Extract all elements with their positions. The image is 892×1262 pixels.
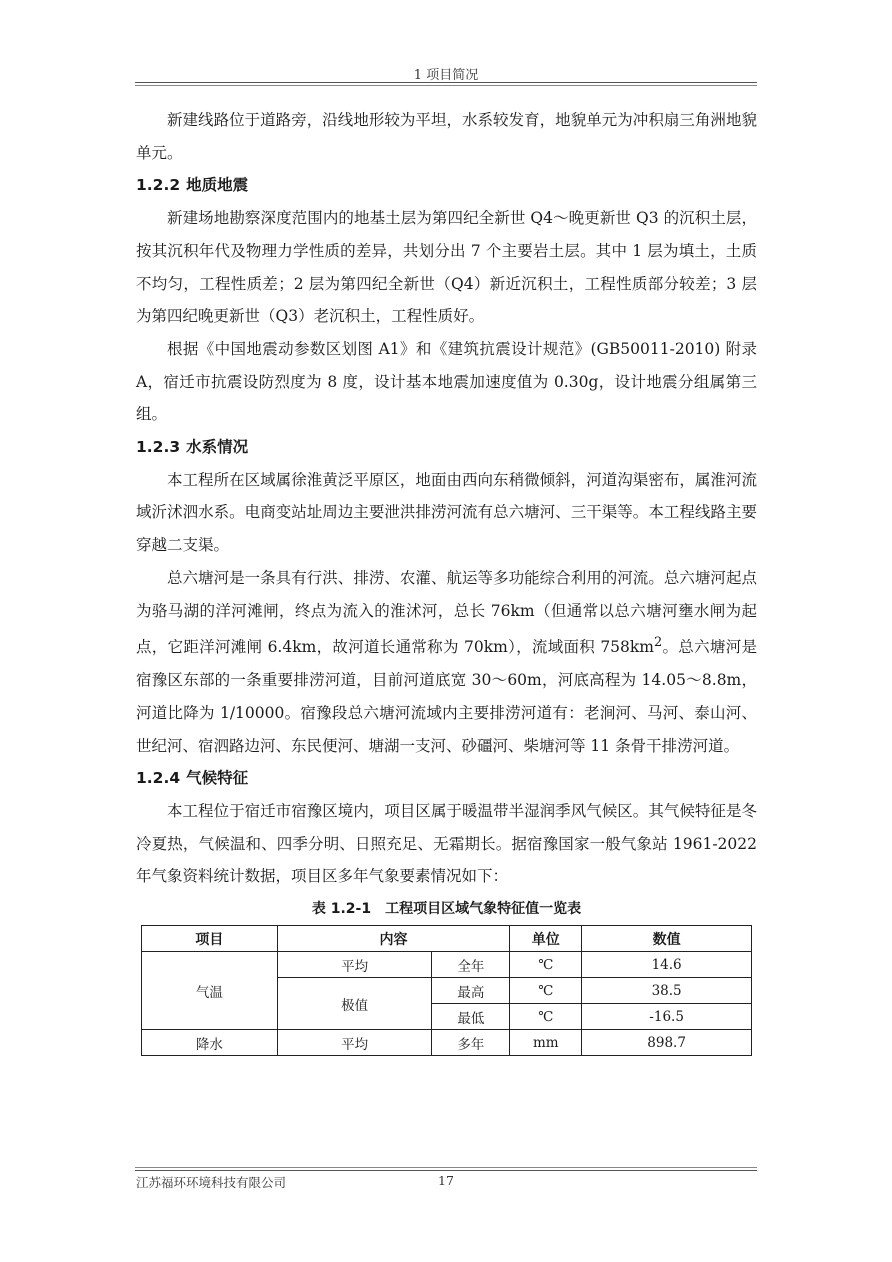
cell-max: 最高	[432, 978, 510, 1004]
section-heading	[136, 169, 757, 202]
cell-annual: 全年	[432, 952, 510, 978]
paragraph: 新建线路位于道路旁，沿线地形较为平坦，水系较发育，地貌单元为冲积扇三角洲地貌单元。	[136, 111, 757, 162]
footer-rule-thin	[135, 1167, 757, 1168]
section-heading	[136, 762, 757, 795]
cell-multi-year: 多年	[432, 1030, 510, 1056]
paragraph: 本工程位于宿迁市宿豫区境内，项目区属于暖温带半湿润季风气候区。其气候特征是冬冷夏热，气候温和、四季分明、日照充足、无霜期长。据宿豫国家一般气象站 1961-2022 年气象资料统计数据，项目区多年气象要素情况如下：	[136, 801, 757, 886]
running-header: 1 项目简况	[413, 68, 479, 83]
table-row	[142, 1030, 752, 1056]
header-unit: 单位	[510, 926, 582, 952]
section-heading	[136, 431, 757, 464]
cell-precipitation: 降水	[142, 1030, 278, 1056]
table-caption	[136, 898, 757, 918]
section-number: 1.2.3	[136, 438, 181, 457]
paragraph: 本工程所在区域属徐淮黄泛平原区，地面由西向东稍微倾斜，河道沟渠密布，属淮河流域沂沭泗水系。电商变站址周边主要泄洪排涝河流有总六塘河、三干渠等。本工程线路主要穿越二支渠。	[136, 470, 757, 555]
table-number: 表 1.2-1	[311, 901, 372, 918]
section-title: 气候特征	[186, 769, 249, 788]
header-rule	[135, 82, 757, 83]
table-row	[142, 952, 752, 978]
cell-extreme: 极值	[277, 978, 432, 1030]
cell-unit: ℃	[510, 952, 582, 978]
cell-temperature: 气温	[142, 952, 278, 1030]
header-rule-thin	[135, 85, 757, 86]
cell-value: -16.5	[582, 1004, 752, 1030]
table-header-row	[142, 926, 752, 952]
cell-unit: ℃	[510, 1004, 582, 1030]
cell-value: 38.5	[582, 978, 752, 1004]
header-value: 数值	[582, 926, 752, 952]
page-number: 17	[438, 1173, 454, 1188]
cell-min: 最低	[432, 1004, 510, 1030]
header-item: 项目	[142, 926, 278, 952]
section-title: 水系情况	[186, 438, 249, 457]
cell-value: 14.6	[582, 952, 752, 978]
cell-unit: ℃	[510, 978, 582, 1004]
paragraph-text: 。总六塘河是宿豫区东部的一条重要排涝河道，目前河道底宽 30～60m，河底高程为 14.05～8.8m，河道比降为 1/10000。宿豫段总六塘河流域内主要排涝河道有：老涧河、马河、泰山河、世纪河、宿泗路边河、东民便河、塘湖一支河、砂礓河、柴塘河等 11 条骨干排涝河道。	[136, 638, 757, 755]
section-title: 地质地震	[186, 176, 249, 195]
cell-value: 898.7	[582, 1030, 752, 1056]
header-content: 内容	[277, 926, 510, 952]
body-content	[136, 104, 757, 1056]
footer-rule	[135, 1170, 757, 1171]
cell-average: 平均	[277, 1030, 432, 1056]
section-number: 1.2.4	[136, 769, 181, 788]
meteorology-table	[141, 925, 752, 1056]
section-number: 1.2.2	[136, 176, 181, 195]
paragraph: 新建场地勘察深度范围内的地基土层为第四纪全新世 Q4～晚更新世 Q3 的沉积土层，按其沉积年代及物理力学性质的差异，共划分出 7 个主要岩土层。其中 1 层为填土，土质不均匀，工程性质差；2 层为第四纪全新世（Q4）新近沉积土，工程性质部分较差；3 层为第四纪晚更新世（Q3）老沉积土，工程性质好。	[136, 209, 757, 326]
cell-average: 平均	[277, 952, 432, 978]
table-title: 工程项目区域气象特征值一览表	[385, 901, 582, 918]
paragraph: 根据《中国地震动参数区划图 A1》和《建筑抗震设计规范》(GB50011-2010) 附录 A，宿迁市抗震设防烈度为 8 度，设计基本地震加速度值为 0.30g，设计地震分组属第三组。	[136, 339, 757, 424]
paragraph-text: 总六塘河是一条具有行洪、排涝、农灌、航运等多功能综合利用的河流。总六塘河起点为骆马湖的洋河滩闸，终点为流入的淮沭河，总长 76km（但通常以总六塘河壅水闸为起点，它距洋河滩闸 6.4km，故河道长通常称为 70km），流域面积 758km	[136, 568, 757, 657]
footer-company: 江苏福环环境科技有限公司	[136, 1175, 287, 1190]
paragraph	[136, 562, 757, 762]
superscript: 2	[654, 635, 663, 651]
cell-unit: mm	[510, 1030, 582, 1056]
